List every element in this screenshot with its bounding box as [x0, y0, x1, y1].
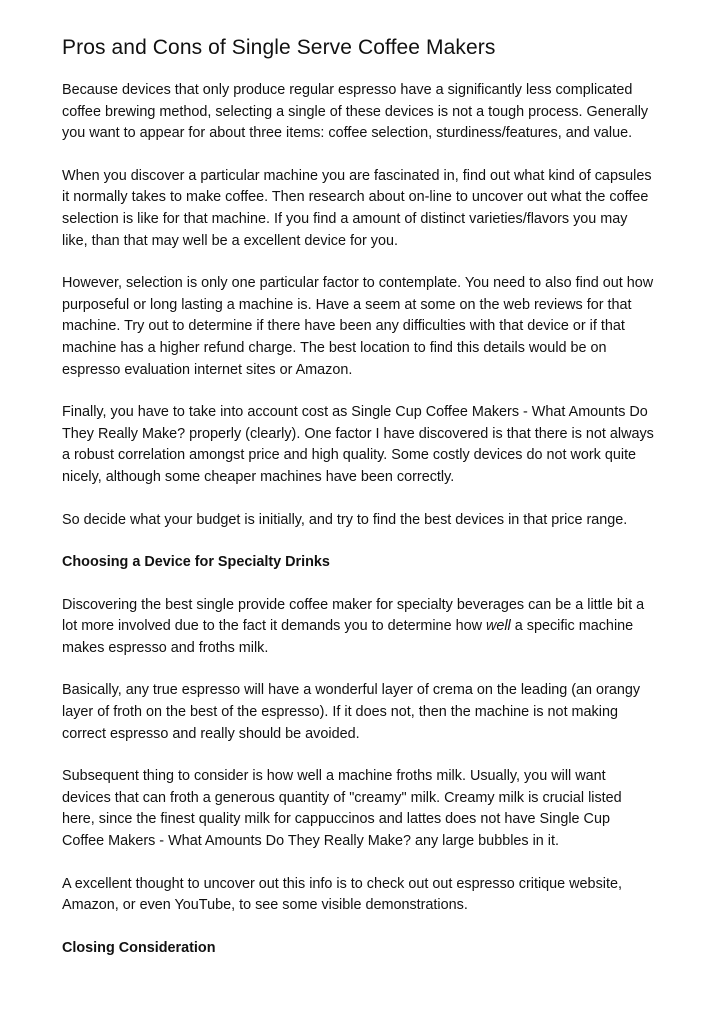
- text-line: Finally, you have to take into account cost as Single Cup Coffee Makers - What Amounts Do: [62, 404, 648, 421]
- text-run: a specific machine: [510, 618, 634, 635]
- text-line: espresso evaluation internet sites or Amazon.: [62, 361, 353, 378]
- paragraph-cost: [62, 402, 688, 488]
- paragraph-research: [62, 874, 688, 917]
- section-heading-specialty: Choosing a Device for Specialty Drinks: [62, 554, 330, 571]
- text-line: a robust correlation amongst price and high quality. Some costly devices do not work quite: [62, 447, 637, 464]
- text-line: selection is like for that machine. If you find a amount of distinct varieties/flavors you may: [62, 210, 628, 227]
- text-line: it normally takes to make coffee. Then research about on-line to uncover out what the coffee: [62, 189, 649, 206]
- text-line: They Really Make? properly (clearly). One factor I have discovered is that there is not always: [62, 425, 654, 442]
- text-line: like, than that may well be a excellent device for you.: [62, 232, 398, 249]
- text-line: nicely, although some cheaper machines have been correctly.: [62, 468, 455, 485]
- text-line: Amazon, or even YouTube, to see some visible demonstrations.: [62, 897, 468, 914]
- text-line: A excellent thought to uncover out this info is to check out out espresso critique website,: [62, 875, 622, 892]
- text-line: [62, 616, 688, 638]
- paragraph-milk: [62, 766, 688, 852]
- text-line: here, since the finest quality milk for cappuccinos and lattes does not have Single Cup: [62, 811, 610, 828]
- text-line: coffee brewing method, selecting a single of these devices is not a tough process. Generally: [62, 103, 649, 120]
- text-line: devices that can froth a generous quantity of "creamy" milk. Creamy milk is crucial listed: [62, 789, 622, 806]
- text-line: machine. Try out to determine if there have been any difficulties with that device or if that: [62, 318, 625, 335]
- text-line: Subsequent thing to consider is how well a machine froths milk. Usually, you will want: [62, 768, 606, 785]
- text-line: However, selection is only one particular factor to contemplate. You need to also find out how: [62, 275, 654, 292]
- text-line: layer of froth on the best of the espresso). If it does not, then the machine is not making: [62, 704, 618, 721]
- paragraph-capsules: [62, 166, 688, 252]
- text-line: Because devices that only produce regular espresso have a significantly less complicated: [62, 82, 633, 98]
- text-line: Basically, any true espresso will have a wonderful layer of crema on the leading (an orangy: [62, 682, 641, 699]
- text-line: you want to appear for about three items: coffee selection, sturdiness/features, and value.: [62, 125, 633, 142]
- paragraph-crema: [62, 680, 688, 745]
- section-heading-closing: Closing Consideration: [62, 939, 216, 956]
- paragraph-budget: [62, 510, 688, 532]
- emphasis-text: well: [485, 618, 511, 635]
- text-line: makes espresso and froths milk.: [62, 639, 269, 656]
- paragraph-specialty: [62, 595, 688, 660]
- text-line: purposeful or long lasting a machine is. Have a seem at some on the web reviews for that: [62, 296, 632, 313]
- text-line: machine has a higher refund charge. The best location to find this details would be on: [62, 339, 607, 356]
- text-line: Coffee Makers - What Amounts Do They Really Make? any large bubbles in it.: [62, 833, 559, 850]
- text-line: Discovering the best single provide coffee maker for specialty beverages can be a little bit a: [62, 596, 645, 613]
- text-run: lot more involved due to the fact it demands you to determine how: [62, 618, 486, 635]
- text-line: So decide what your budget is initially, and try to find the best devices in that price range.: [62, 511, 628, 528]
- text-line: When you discover a particular machine you are fascinated in, find out what kind of capsules: [62, 167, 652, 184]
- paragraph-durability: [62, 273, 688, 381]
- paragraph-intro: [62, 80, 688, 145]
- page-title: Pros and Cons of Single Serve Coffee Makers: [62, 36, 496, 59]
- text-line: correct espresso and really should be avoided.: [62, 725, 360, 742]
